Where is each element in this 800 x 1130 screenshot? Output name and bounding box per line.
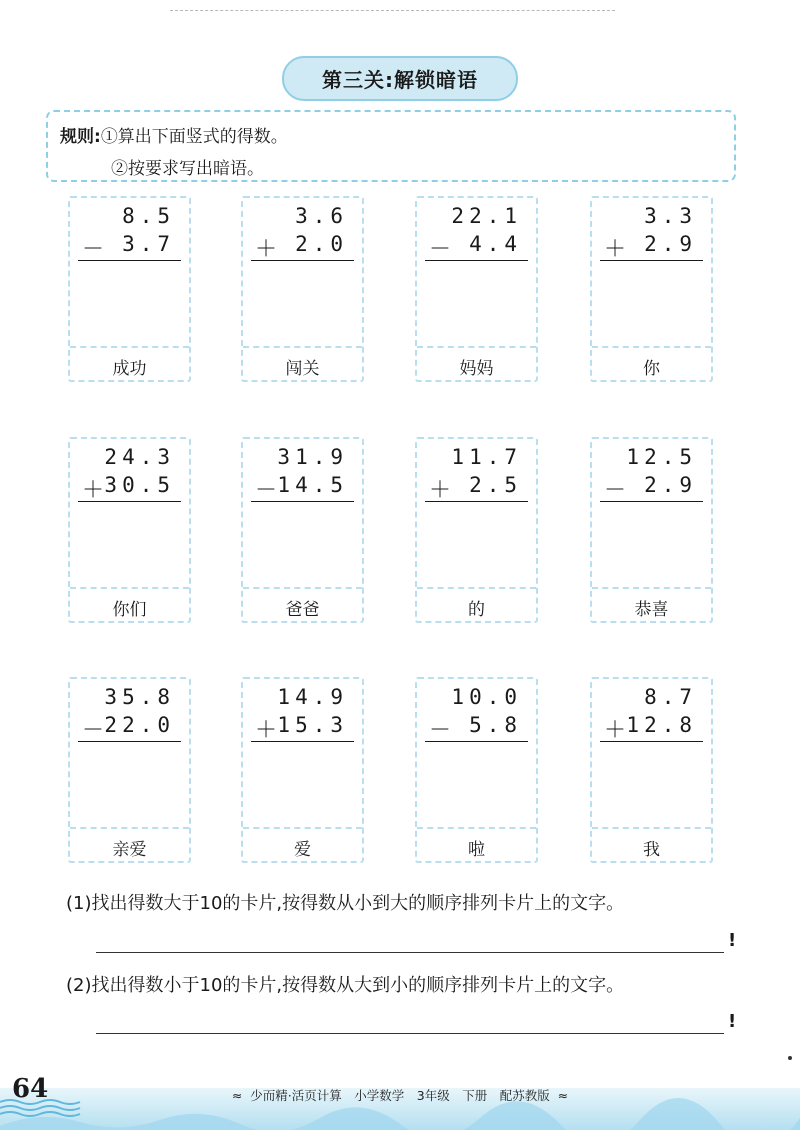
card-bottom-number: 2.9: [644, 232, 697, 256]
answer-line-2[interactable]: [96, 1033, 724, 1034]
card-bottom-number: 12.8: [626, 713, 697, 737]
answer-2-end: !: [728, 1011, 737, 1032]
card-divider: [70, 827, 189, 829]
top-rule: [170, 10, 615, 11]
question-1: (1)找出得数大于10的卡片,按得数从小到大的顺序排列卡片上的文字。: [66, 893, 625, 914]
card-6: [241, 437, 364, 623]
card-4: [590, 196, 713, 382]
card-3: [415, 196, 538, 382]
card-sum-line: [600, 501, 703, 502]
page-number: 64: [12, 1074, 49, 1104]
card-operator: －: [604, 478, 627, 503]
card-8: [590, 437, 713, 623]
card-word: 爸爸: [285, 600, 320, 620]
card-5: [68, 437, 191, 623]
card-operator: －: [82, 237, 105, 262]
card-bottom-number: 15.3: [277, 713, 348, 737]
card-sum-line: [78, 260, 181, 261]
card-10: [241, 677, 364, 863]
card-word: 妈妈: [459, 359, 494, 379]
card-sum-line: [600, 741, 703, 742]
card-operator: －: [429, 718, 452, 743]
card-word: 啦: [468, 840, 485, 860]
card-top-number: 24.3: [104, 445, 175, 469]
rule-line-1: [60, 122, 288, 147]
card-divider: [417, 346, 536, 348]
card-divider: [592, 587, 711, 589]
card-operator: ＋: [255, 237, 278, 262]
answer-1-end: !: [728, 930, 737, 951]
card-bottom-number: 30.5: [104, 473, 175, 497]
card-word: 你: [643, 359, 660, 379]
card-operator: ＋: [82, 478, 105, 503]
card-word: 爱: [294, 840, 311, 860]
card-operator: －: [82, 718, 105, 743]
card-top-number: 22.1: [451, 204, 522, 228]
card-2: [241, 196, 364, 382]
card-operator: －: [255, 478, 278, 503]
card-top-number: 14.9: [277, 685, 348, 709]
card-word: 我: [643, 840, 660, 860]
card-divider: [243, 827, 362, 829]
card-operator: －: [429, 237, 452, 262]
card-sum-line: [425, 260, 528, 261]
card-divider: [592, 827, 711, 829]
card-top-number: 8.5: [122, 204, 175, 228]
rules-box: [46, 110, 736, 182]
card-operator: ＋: [604, 237, 627, 262]
card-9: [68, 677, 191, 863]
card-divider: [417, 827, 536, 829]
card-divider: [243, 587, 362, 589]
card-word: 的: [468, 600, 485, 620]
card-top-number: 3.6: [295, 204, 348, 228]
rule-1: ①算出下面竖式的得数。: [100, 127, 288, 147]
card-bottom-number: 5.8: [469, 713, 522, 737]
card-sum-line: [425, 741, 528, 742]
card-bottom-number: 22.0: [104, 713, 175, 737]
footer-text: ≈ 少而精·活页计算 小学数学 3年级 下册 配苏教版 ≈: [231, 1088, 569, 1103]
card-bottom-number: 4.4: [469, 232, 522, 256]
question-2: (2)找出得数小于10的卡片,按得数从大到小的顺序排列卡片上的文字。: [66, 975, 625, 996]
card-divider: [70, 346, 189, 348]
card-bottom-number: 2.5: [469, 473, 522, 497]
card-word: 恭喜: [634, 600, 669, 620]
card-top-number: 8.7: [644, 685, 697, 709]
rule-2: ②按要求写出暗语。: [111, 159, 264, 179]
card-1: [68, 196, 191, 382]
card-sum-line: [78, 501, 181, 502]
title-wrap: [0, 56, 800, 101]
rules-label: 规则:: [60, 127, 101, 147]
card-11: [415, 677, 538, 863]
card-top-number: 12.5: [626, 445, 697, 469]
card-operator: ＋: [255, 718, 278, 743]
card-sum-line: [251, 501, 354, 502]
card-word: 闯关: [285, 359, 320, 379]
card-bottom-number: 2.9: [644, 473, 697, 497]
card-sum-line: [251, 260, 354, 261]
card-top-number: 3.3: [644, 204, 697, 228]
margin-dot: [788, 1056, 792, 1060]
card-bottom-number: 2.0: [295, 232, 348, 256]
card-divider: [70, 587, 189, 589]
answer-line-1[interactable]: [96, 952, 724, 953]
card-sum-line: [600, 260, 703, 261]
card-bottom-number: 14.5: [277, 473, 348, 497]
card-word: 你们: [112, 600, 147, 620]
card-top-number: 10.0: [451, 685, 522, 709]
card-7: [415, 437, 538, 623]
card-word: 成功: [112, 359, 147, 379]
level-title: 第三关:解锁暗语: [282, 56, 518, 101]
card-sum-line: [78, 741, 181, 742]
card-word: 亲爱: [112, 840, 147, 860]
card-divider: [417, 587, 536, 589]
card-top-number: 11.7: [451, 445, 522, 469]
card-divider: [243, 346, 362, 348]
card-sum-line: [425, 501, 528, 502]
card-operator: ＋: [604, 718, 627, 743]
card-bottom-number: 3.7: [122, 232, 175, 256]
card-12: [590, 677, 713, 863]
card-top-number: 35.8: [104, 685, 175, 709]
card-top-number: 31.9: [277, 445, 348, 469]
card-sum-line: [251, 741, 354, 742]
card-divider: [592, 346, 711, 348]
card-operator: ＋: [429, 478, 452, 503]
